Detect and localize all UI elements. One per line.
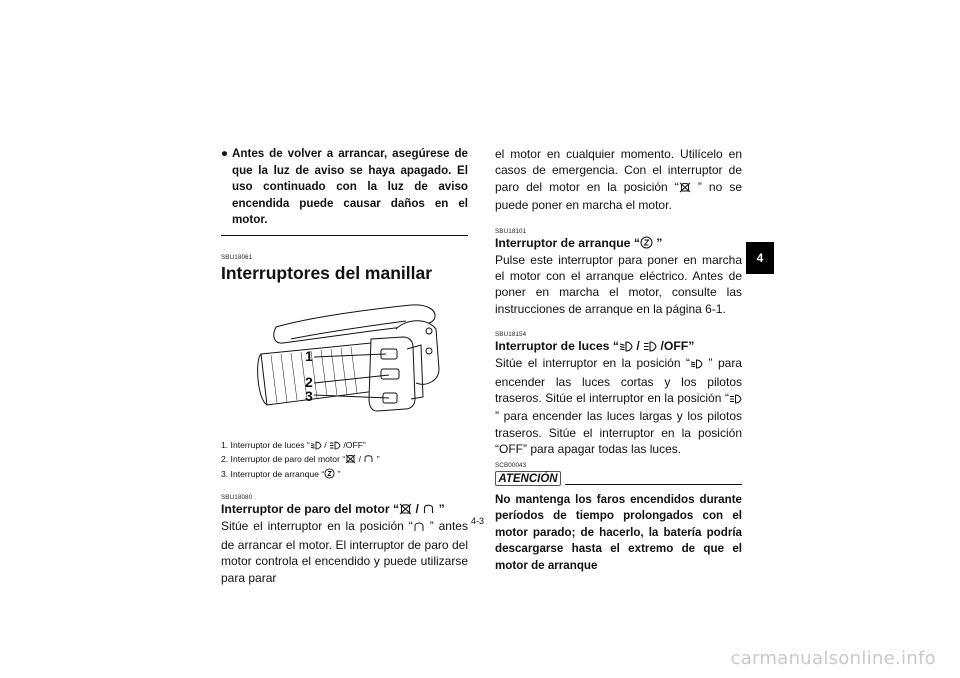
high-beam-icon — [329, 441, 341, 454]
section-arranque-code: SBU18101 — [495, 227, 527, 235]
left-column — [221, 146, 468, 586]
low-beam-icon — [690, 357, 703, 373]
atencion-badge: ATENCIÓN — [495, 471, 561, 486]
bullet-dot-icon: ● — [221, 147, 229, 160]
section-arranque-text: Pulse este interruptor para poner en marcha el motor con el arranque eléctrico. Antes de poner en marcha el motor, consulte las instrucciones de arranque en la página 6-1. — [495, 252, 742, 316]
warning-bullet — [221, 146, 468, 229]
low-beam-icon — [619, 341, 633, 355]
page-number: 4-3 — [471, 516, 485, 526]
warning-rule — [221, 235, 468, 236]
section-luces-title: Interruptor de luces “ / /OFF” — [495, 339, 695, 354]
engine-stop-off-icon — [399, 503, 412, 518]
low-beam-icon — [310, 441, 322, 454]
section-code: SBU18061 — [221, 253, 253, 261]
section-paro-text: Sitúe el interruptor en la posición “ ” antes de arrancar el motor. El interruptor de paro del motor controla el encendido y puede utilizarse para parar — [221, 519, 468, 585]
section-paro-text-continued: el motor en cualquier momento. Utilícelo en casos de emergencia. Con el interruptor de paro del motor en la posición “ ” no se puede poner en marcha el motor. — [495, 147, 742, 213]
callout-2: 2 — [305, 373, 313, 390]
section-luces-text: Sitúe el interruptor en la posición “ ” para encender las luces cortas y los pilotos traseros. Sitúe el interruptor en la posición “ ” para encender las luces largas y los pilotos traseros. Sitúe el interruptor en la posición “OFF” para apagar todas las luces. — [495, 356, 742, 457]
atencion-code: SCB00043 — [495, 461, 527, 469]
figure-captions — [221, 439, 468, 483]
warning-bullet-text: Antes de volver a arrancar, asegúrese de que la luz de aviso se haya apagado. El uso continuado con la luz de aviso encendida puede causar daños en el motor. — [232, 147, 468, 226]
high-beam-icon — [729, 392, 742, 408]
watermark: carmanualsonline.info — [730, 648, 936, 669]
atencion-text: No mantenga los faros encendidos durante períodos de tiempo prolongados con el motor parado; de hacerlo, la batería podría descargarse hasta el extremo de que el motor de arranque — [495, 492, 742, 572]
section-luces-code: SBU18154 — [495, 331, 527, 339]
high-beam-icon — [643, 341, 657, 355]
engine-run-icon — [413, 520, 425, 536]
section-arranque-title: Interruptor de arranque “ ” — [495, 235, 663, 250]
section-paro-title: Interruptor de paro del motor “ / ” — [221, 502, 445, 517]
engine-run-icon — [363, 454, 374, 468]
caption-1: 1. Interruptor de luces “ / /OFF” — [221, 439, 468, 454]
caption-3: 3. Interruptor de arranque “ ” — [221, 468, 468, 483]
engine-stop-off-icon — [345, 454, 356, 468]
atencion-header — [495, 471, 742, 486]
engine-run-icon — [422, 503, 435, 518]
callout-1: 1 — [305, 347, 313, 364]
handlebar-figure — [221, 299, 468, 429]
section-paro-code: SBU18080 — [221, 494, 253, 502]
start-icon — [640, 236, 653, 252]
start-icon — [324, 468, 335, 483]
callout-3: 3 — [305, 387, 313, 404]
right-column — [495, 146, 742, 574]
caption-2: 2. Interruptor de paro del motor “ / ” — [221, 453, 468, 468]
engine-stop-off-icon — [679, 181, 691, 197]
atencion-rule — [565, 484, 742, 485]
handlebar-illustration-icon — [221, 299, 468, 429]
section-title: Interruptores del manillar — [221, 262, 433, 283]
chapter-tab: 4 — [746, 242, 774, 274]
